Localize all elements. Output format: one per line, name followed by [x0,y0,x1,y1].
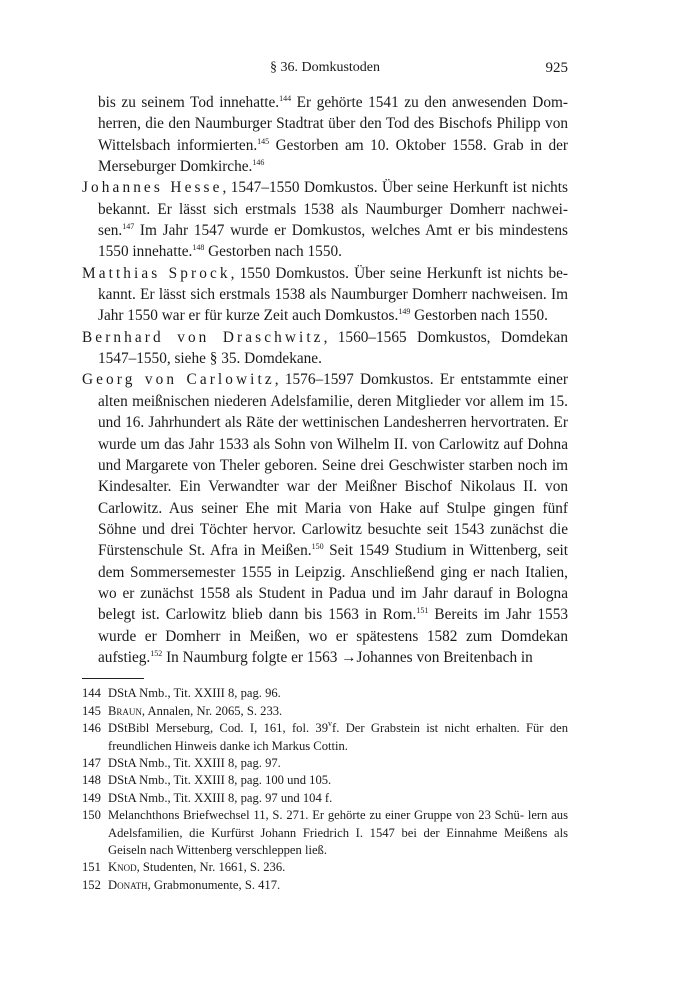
footnote-text [108,807,568,859]
author-name: Braun [108,703,142,718]
text-run: Im Jahr 1547 wurde er Domkustos, welches Amt er bis mindestens 1550 innehatte. [98,222,568,261]
footnote-number: 151 [82,860,101,875]
footnote-ref: 149 [398,307,411,317]
page-number: 925 [545,60,568,76]
footnotes [82,685,568,894]
footnote [82,772,568,789]
footnote-number: 150 [82,808,101,823]
text-run: Melanchthons Briefwechsel 11, S. 271. Er gehörte zu einer Gruppe von 23 Schü- lern aus Adelsfamilien, die Kurfürst Johann Friedrich I. 1547 bei der Einnahme Meißens als Geiseln nach Wittenberg verschleppen ließ. [108,808,568,857]
text-run: Er gehörte 1541 zu den anwesenden Domherren, die den Naumburger Stadtrat über den Tod des Bischofs Philipp von Wittelsbach informierten. [98,94,568,154]
footnote-text [108,703,568,720]
footnote-text [108,877,568,894]
footnote-text [108,755,568,772]
text-run: , 1547–1550 Domkustos. Über seine Herkunft ist nichts bekannt. Er lässt sich erstmals 1538 als Naumburger Domherr nachweisen. [98,179,568,240]
footnote-text [108,685,568,702]
person-name: Georg von Carlowitz [82,371,275,389]
text-run: DStA Nmb., Tit. XXIII 8, pag. 96. [108,686,281,701]
text-run: Gestorben nach 1550. [410,307,548,325]
footnote-rule [82,678,144,679]
section-title: § 36. Domkustoden [269,60,381,75]
footnote-ref: 147 [122,222,135,232]
person-entry [82,327,568,370]
text-run: , Grabmonumente, S. 417. [147,877,281,892]
footnote [82,807,568,859]
footnote-text [108,790,568,807]
footnote-ref: 144 [279,94,292,103]
footnote-ref: 151 [416,606,429,616]
text-run: , 1576–1597 Domkustos. Er entstammte einer alten meißnischen niederen Adelsfamilie, deren Mitglieder vor allem im 15. und 16. Jahrhundert als Räte der wettinischen Landesherren hervortraten. Er wurde um das Jahr 1533 als Sohn von Wilhelm II. von Carlowitz auf Dohna und Margarete von Theler geboren. Seine drei Geschwister starben noch im Kindesalter. Ein Verwandter war der Meißner Bischof Nikolaus II. von Carlowitz. Aus seiner Ehe mit Maria von Hake auf Stulpe gingen fünf Söhne und drei Töchter hervor. Carlowitz besuchte seit 1543 zunächst die Fürstenschule St. Afra in Meißen. [98,371,569,560]
book-page [82,60,568,894]
footnote-ref: 150 [311,542,324,552]
text-run: , 1550 Domkustos. Über seine Herkunft ist nichts bekannt. Er lässt sich erstmals 1538 als Naumburger Domherr nachweisen. Im Jahr 1550 war er für kurze Zeit auch Domkustos. [98,264,568,325]
footnote [82,790,568,807]
running-head [82,60,568,82]
footnote-number: 144 [82,686,101,701]
text-run: DStA Nmb., Tit. XXIII 8, pag. 97. [108,755,281,770]
text-run: f. Der Grabstein ist nicht erhalten. Für den freundlichen Hinweis danke ich Markus Cottin. [108,721,569,753]
footnote-text [108,720,568,755]
person-name: Johannes Hesse [82,179,223,197]
text-run: Gestorben nach 1550. [204,243,342,261]
footnote [82,877,568,894]
text-run: , Annalen, Nr. 2065, S. 233. [141,703,283,718]
footnote [82,720,568,755]
footnote-text [108,772,568,789]
footnote [82,859,568,876]
person-entry [82,263,568,327]
footnote-ref: 146 [252,158,265,168]
text-run: , Studenten, Nr. 1661, S. 236. [136,860,286,875]
footnote-number: 148 [82,773,101,788]
footnote-ref: 148 [192,243,205,253]
text-run: bis zu seinem Tod innehatte. [98,94,280,111]
footnote-ref: v [328,719,333,729]
footnote-number: 146 [82,721,101,736]
person-entry [82,177,568,262]
footnote-ref: 145 [257,136,270,146]
footnote-ref: 152 [150,648,163,658]
text-run: Gestorben am 10. Oktober 1558. Grab in der Merseburger Domkirche. [98,136,568,176]
footnote [82,685,568,702]
footnote-number: 145 [82,703,101,718]
footnote [82,703,568,720]
person-entry [82,369,568,668]
text-run: Seit 1549 Studium in Wittenberg, seit dem Sommersemester 1555 in Leipzig. Anschließend ging er nach Italien, wo er zunächst 1558 als Student in Padua und im Jahr darauf in Bologna belegt ist. Carlowitz blieb dann bis 1563 in Rom. [98,542,569,624]
person-name: Matthias Sprock [82,264,231,282]
author-name: Donath [108,877,148,892]
footnote-number: 147 [82,755,101,770]
footnote [82,755,568,772]
author-name: Knod [108,860,137,875]
text-run: , 1560–1565 Domkustos, Domdekan 1547–1550, siehe § 35. Domdekane. [98,328,568,368]
text-run: DStBibl Merseburg, Cod. I, 161, fol. 39 [108,721,329,736]
text-run: Bereits im Jahr 1553 wurde er Domherr in Meißen, wo er spätestens 1582 zum Domdekan aufstieg. [98,606,568,666]
continued-paragraph [82,92,568,177]
person-name: Bernhard von Draschwitz [82,328,324,346]
main-text [82,92,568,668]
footnote-text [108,859,568,876]
text-run: In Naumburg folgte er 1563 →Johannes von Breitenbach in [162,648,533,666]
footnote-number: 152 [82,877,101,892]
footnote-number: 149 [82,790,101,805]
text-run: DStA Nmb., Tit. XXIII 8, pag. 100 und 105. [108,773,332,788]
text-run: DStA Nmb., Tit. XXIII 8, pag. 97 und 104 f. [108,790,333,805]
